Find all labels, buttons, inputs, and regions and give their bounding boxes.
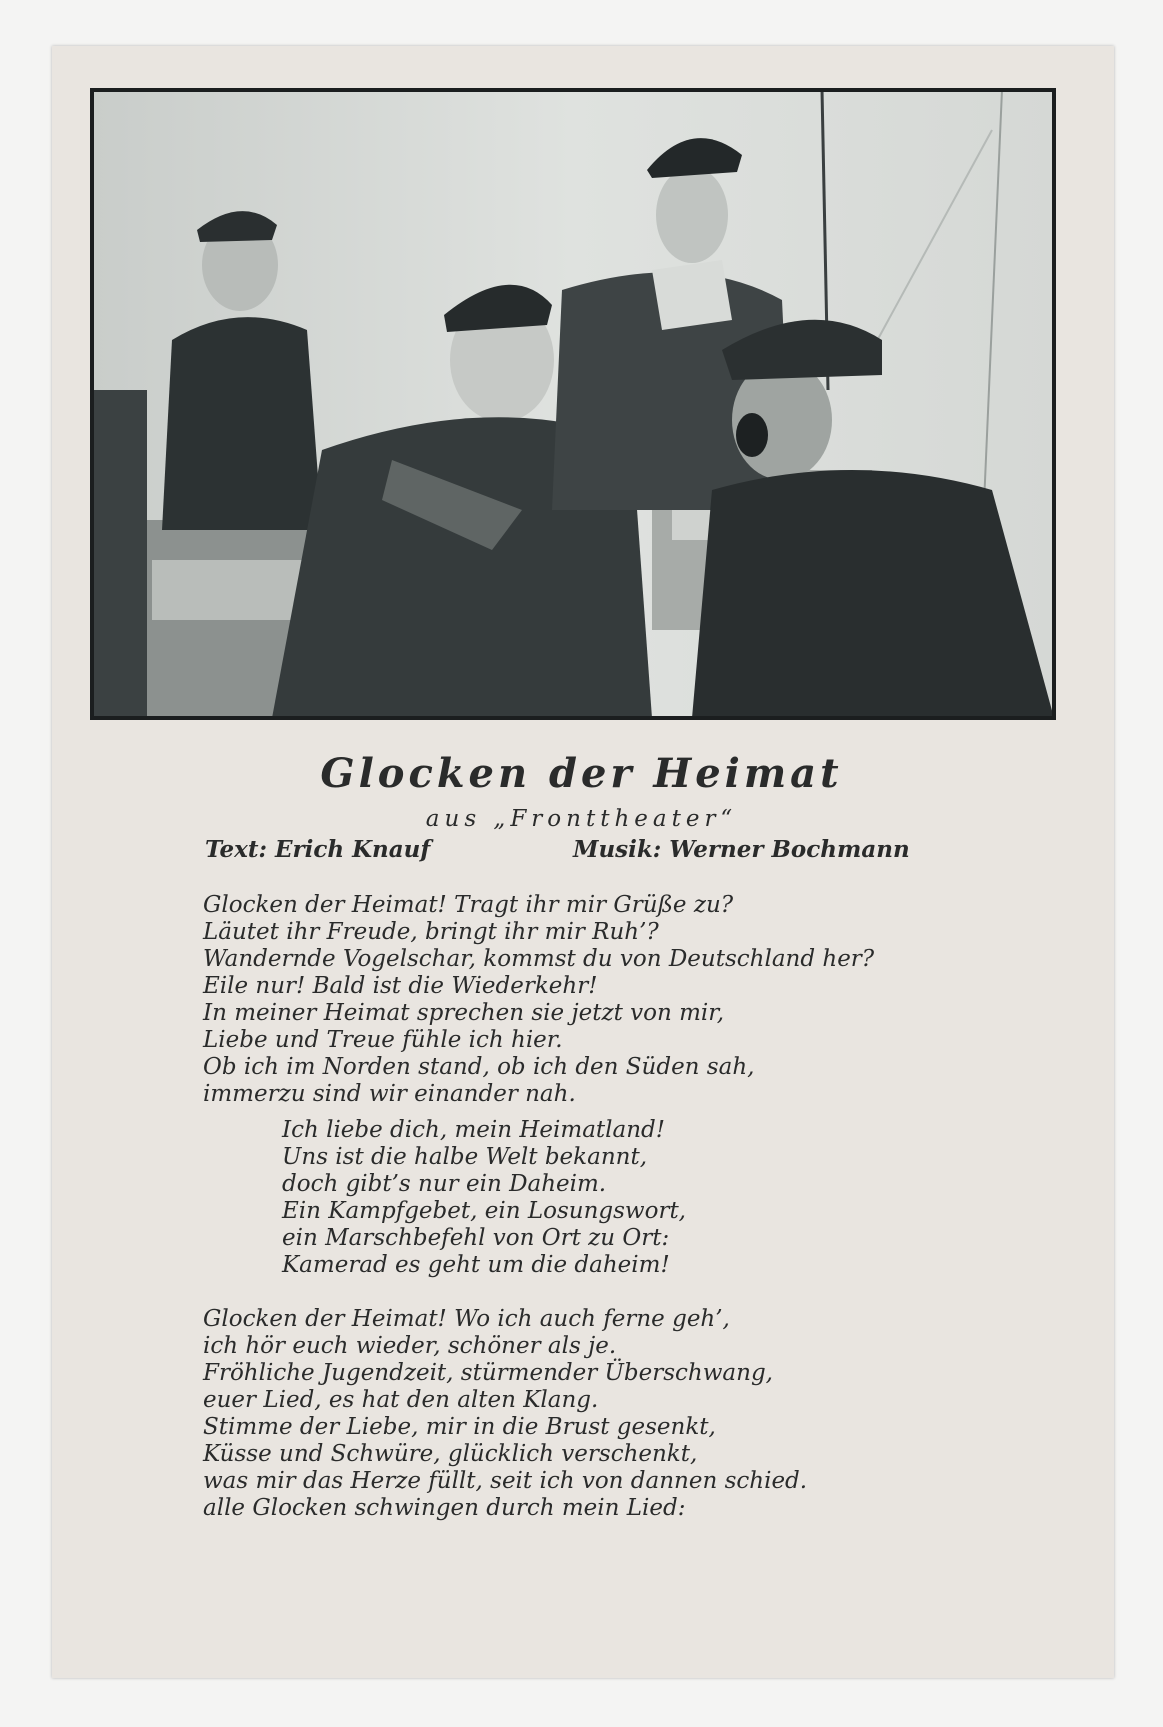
refrain-line: doch gibt’s nur ein Daheim.	[282, 1171, 607, 1197]
refrain-line: Ein Kampfgebet, ein Losungswort,	[282, 1198, 686, 1224]
refrain-line: Uns ist die halbe Welt bekannt,	[282, 1144, 648, 1170]
verse-line: was mir das Herze füllt, seit ich von dannen schied.	[203, 1468, 808, 1494]
refrain	[282, 1117, 686, 1279]
verse-line: ich hör euch wieder, schöner als je.	[203, 1333, 617, 1359]
verse-line: Wandernde Vogelschar, kommst du von Deutschland her?	[203, 946, 875, 972]
verse-line: Küsse und Schwüre, glücklich verschenkt,	[203, 1441, 698, 1467]
verse-line: Glocken der Heimat! Wo ich auch ferne geh’,	[203, 1306, 730, 1332]
lyricist-credit: Text: Erich Knauf	[205, 836, 431, 863]
verse-line: In meiner Heimat sprechen sie jetzt von mir,	[203, 1000, 725, 1026]
verse-line: immerzu sind wir einander nah.	[203, 1081, 576, 1107]
verse-line: Glocken der Heimat! Tragt ihr mir Grüße zu?	[203, 892, 734, 918]
verse-1	[203, 892, 874, 1108]
refrain-line: ein Marschbefehl von Ort zu Ort:	[282, 1225, 670, 1251]
verse-line: Eile nur! Bald ist die Wiederkehr!	[203, 973, 598, 999]
verse-line: Stimme der Liebe, mir in die Brust gesenkt,	[203, 1414, 716, 1440]
photo-sailors	[90, 88, 1056, 720]
photo-illustration	[92, 90, 1054, 718]
verse-line: Liebe und Treue fühle ich hier.	[203, 1027, 563, 1053]
refrain-line: Kamerad es geht um die daheim!	[282, 1252, 670, 1278]
verse-2	[203, 1306, 807, 1522]
verse-line: Fröhliche Jugendzeit, stürmender Überschwang,	[203, 1360, 773, 1386]
refrain-line: Ich liebe dich, mein Heimatland!	[282, 1117, 665, 1143]
composer-credit: Musik: Werner Bochmann	[573, 836, 910, 863]
verse-line: euer Lied, es hat den alten Klang.	[203, 1387, 599, 1413]
song-subtitle: aus „Fronttheater“	[425, 806, 738, 832]
verse-line: Ob ich im Norden stand, ob ich den Süden sah,	[203, 1054, 755, 1080]
verse-line: alle Glocken schwingen durch mein Lied:	[203, 1495, 686, 1521]
song-title: Glocken der Heimat	[320, 750, 843, 797]
verse-line: Läutet ihr Freude, bringt ihr mir Ruh’?	[203, 919, 659, 945]
